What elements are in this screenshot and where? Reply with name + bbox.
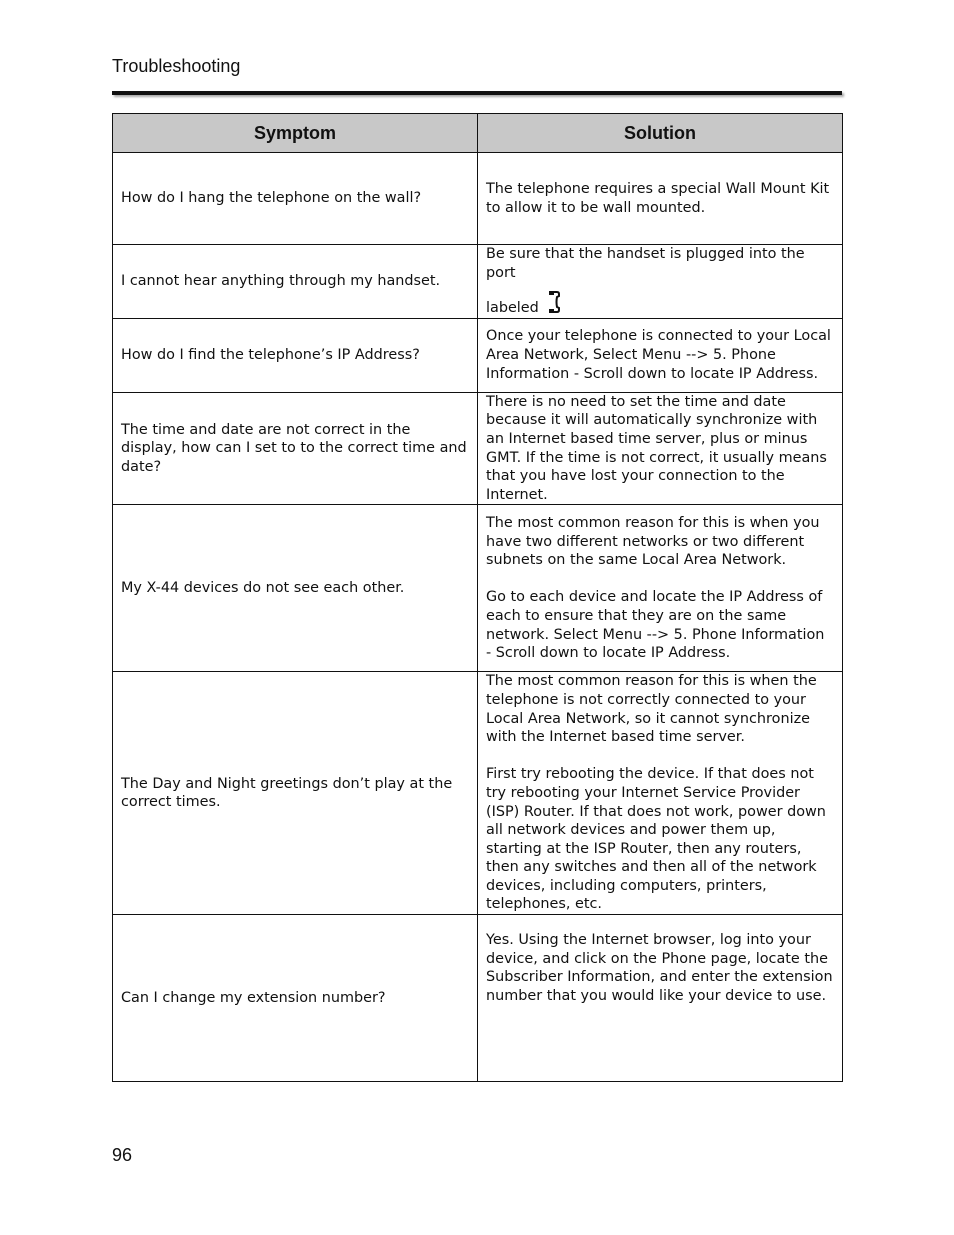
troubleshooting-table	[112, 113, 843, 1082]
symptom-cell: Can I change my extension number?	[113, 915, 478, 1082]
page-number: 96	[112, 1145, 133, 1165]
solution-text: The most common reason for this is when you have two different networks or two different subnets on the same Local Area Network.	[486, 514, 820, 569]
symptom-cell: My X-44 devices do not see each other.	[113, 505, 478, 672]
symptom-cell: How do I find the telephone’s IP Address?	[113, 318, 478, 392]
solution-cell	[478, 392, 843, 505]
column-header-solution: Solution	[478, 114, 843, 153]
solution-text: The telephone requires a special Wall Mount Kit to allow it to be wall mounted.	[486, 180, 830, 216]
solution-text: The most common reason for this is when the telephone is not correctly connected to your Local Area Network, so it cannot synchronize with the Internet based time server.	[486, 673, 817, 746]
solution-cell	[478, 505, 843, 672]
solution-text: First try rebooting the device. If that does not try rebooting your Internet Service Provider (ISP) Router. If that does not work, power down all network devices and power them up, starting at the ISP Router, then any routers, then any switches and then all of the network devices, including computers, printers, telephones, etc.	[486, 766, 826, 913]
column-header-symptom: Symptom	[113, 114, 478, 153]
symptom-cell: The time and date are not correct in the display, how can I set to to the correct time and date?	[113, 392, 478, 505]
table-row	[113, 505, 843, 672]
table-row	[113, 915, 843, 1082]
solution-text: Go to each device and locate the IP Address of each to ensure that they are on the same network. Select Menu --> 5. Phone Information - Scroll down to locate IP Address.	[486, 589, 825, 662]
table-row	[113, 318, 843, 392]
port-label-text: labeled	[486, 300, 539, 317]
header-rule	[112, 91, 842, 95]
symptom-cell: How do I hang the telephone on the wall?	[113, 153, 478, 245]
solution-text: There is no need to set the time and date because it will automatically synchronize with an Internet based time server, plus or minus GMT. If the time is not correct, it usually means that you have lost your connection to the Internet.	[486, 393, 827, 503]
solution-cell	[478, 318, 843, 392]
section-title: Troubleshooting	[112, 56, 241, 76]
symptom-cell: I cannot hear anything through my handset.	[113, 245, 478, 319]
table-row	[113, 153, 843, 245]
table-row	[113, 392, 843, 505]
solution-text: Once your telephone is connected to your Local Area Network, Select Menu --> 5. Phone Information - Scroll down to locate IP Address.	[486, 328, 831, 382]
table-row	[113, 245, 843, 319]
solution-cell	[478, 672, 843, 915]
solution-text: Be sure that the handset is plugged into the port	[486, 246, 805, 281]
solution-cell	[478, 915, 843, 1082]
symptom-cell: The Day and Night greetings don’t play at the correct times.	[113, 672, 478, 915]
table-header-row	[113, 114, 843, 153]
solution-cell	[478, 245, 843, 319]
solution-cell	[478, 153, 843, 245]
table-row	[113, 672, 843, 915]
solution-text: Yes. Using the Internet browser, log into your device, and click on the Phone page, locate the Subscriber Information, and enter the extension number that you would like your device to use.	[486, 932, 833, 1004]
port-label-line	[486, 290, 561, 318]
handset-icon	[547, 290, 561, 314]
